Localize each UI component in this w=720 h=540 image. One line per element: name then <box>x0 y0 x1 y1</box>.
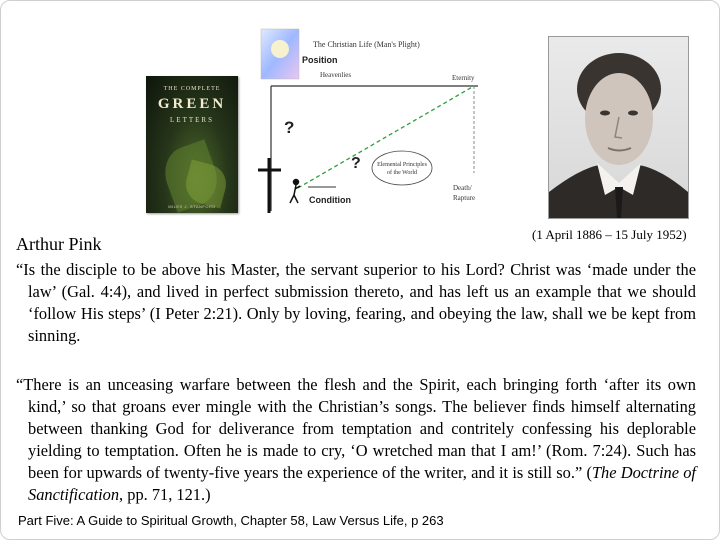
citation-pages: , pp. 71, 121.) <box>119 485 211 504</box>
position-label: Position <box>302 55 338 65</box>
book-cover-image <box>146 76 238 213</box>
quote-law: “Is the disciple to be above his Master, the servant superior to his Lord? Christ was ‘made under the law’ (Gal. 4:4), and lived in perfect submission thereto, and has left us an example that we should ‘follow His steps’ (I Peter 2:21). Only by loving, fearing, and obeying the law, shall we be kept from sinning. <box>16 260 696 345</box>
book-title-line: GREEN <box>157 96 227 112</box>
stick-figure-icon <box>290 180 300 204</box>
condition-label: Condition <box>309 195 351 205</box>
death-label: Death/ <box>453 184 472 192</box>
eye <box>600 111 610 116</box>
elemental-label: Elemental Principles <box>377 162 427 168</box>
life-dates: (1 April 1886 – 15 July 1952) <box>532 227 687 242</box>
elemental-label: of the World <box>386 170 418 176</box>
eye <box>628 111 638 116</box>
author-name: Arthur Pink <box>16 234 102 254</box>
book-title-citation: The Doctrine of Sanctification <box>28 463 696 504</box>
sun-icon <box>271 40 289 58</box>
book-author: MILES J. STANFORD <box>168 204 216 209</box>
source-footer: Part Five: A Guide to Spiritual Growth, Chapter 58, Law Versus Life, p 263 <box>18 513 444 528</box>
question-mark-icon: ? <box>351 155 361 172</box>
christian-life-diagram <box>256 23 486 213</box>
diagram-title: The Christian Life (Man's Plight) <box>313 40 420 49</box>
book-title-line: LETTERS <box>170 116 214 124</box>
quote-warfare-text: “There is an unceasing warfare between the flesh and the Spirit, each bringing forth ‘after its own kind,’ so that groans ever mingle with the Christian’s songs. The believer finds himself alternating between thanking God for deliverance from temptation and contritely confessing his deplorable yielding to temptation. Often he is made to cry, ‘O wretched man that I am!’ (Rom. 7:24). Such has been for upwards of twenty-five years the experience of the writer, and it is still so.” ( <box>16 375 696 482</box>
quote-warfare <box>16 374 696 506</box>
heavenlies-label: Heavenlies <box>320 71 352 79</box>
death-label: Rapture <box>453 194 476 202</box>
question-mark-icon: ? <box>284 118 295 137</box>
arthur-pink-portrait <box>548 36 689 219</box>
elemental-principles-bubble <box>372 151 432 185</box>
eternity-label: Eternity <box>452 74 475 82</box>
book-title-line: THE COMPLETE <box>163 86 221 92</box>
